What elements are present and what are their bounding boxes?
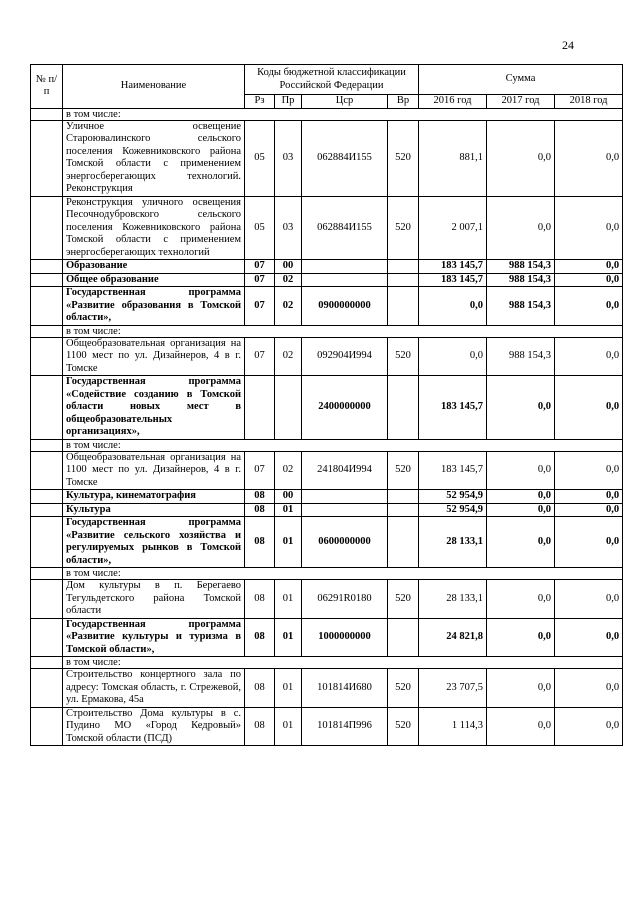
cell-name: Общеобразовательная организация на 1100 мест по ул. Дизайнеров, 4 в г. Томске bbox=[63, 337, 245, 376]
cell-2016: 52 954,9 bbox=[419, 503, 487, 517]
header-2017: 2017 год bbox=[487, 95, 555, 109]
cell-2018: 0,0 bbox=[555, 120, 623, 196]
cell-2017: 988 154,3 bbox=[487, 337, 555, 376]
cell-pr: 00 bbox=[275, 490, 302, 504]
cell-rz: 08 bbox=[245, 707, 275, 746]
cell-rz: 08 bbox=[245, 517, 275, 568]
cell-rz: 08 bbox=[245, 580, 275, 619]
cell-csr: 0900000000 bbox=[302, 287, 388, 326]
cell-2016: 28 133,1 bbox=[419, 580, 487, 619]
cell-name: Государственная программа «Развитие сельского хозяйства и регулируемых рынков в Томской области», bbox=[63, 517, 245, 568]
cell-name: Образование bbox=[63, 260, 245, 274]
table-row bbox=[31, 439, 623, 451]
cell-2017: 0,0 bbox=[487, 618, 555, 657]
cell-num bbox=[31, 580, 63, 619]
cell-subheading: в том числе: bbox=[63, 325, 623, 337]
cell-csr: 062884И155 bbox=[302, 120, 388, 196]
cell-rz: 07 bbox=[245, 337, 275, 376]
cell-num bbox=[31, 657, 63, 669]
header-2018: 2018 год bbox=[555, 95, 623, 109]
cell-2017: 0,0 bbox=[487, 669, 555, 708]
cell-csr: 092904И994 bbox=[302, 337, 388, 376]
cell-rz: 08 bbox=[245, 618, 275, 657]
cell-rz: 08 bbox=[245, 490, 275, 504]
cell-name: Уличное освещение Староювалинского сельского поселения Кожевниковского района Томской области с применением энергосберегающих технологий. Реконструкция bbox=[63, 120, 245, 196]
cell-2018: 0,0 bbox=[555, 451, 623, 490]
cell-2016: 2 007,1 bbox=[419, 196, 487, 260]
table-row bbox=[31, 287, 623, 326]
cell-rz: 07 bbox=[245, 287, 275, 326]
cell-num bbox=[31, 337, 63, 376]
cell-2017: 0,0 bbox=[487, 196, 555, 260]
cell-subheading: в том числе: bbox=[63, 568, 623, 580]
cell-num bbox=[31, 669, 63, 708]
cell-csr: 06291R0180 bbox=[302, 580, 388, 619]
cell-name: Государственная программа «Развитие образования в Томской области», bbox=[63, 287, 245, 326]
cell-name: Строительство концертного зала по адресу: Томская область, г. Стрежевой, ул. Ермакова, 45а bbox=[63, 669, 245, 708]
cell-csr: 241804И994 bbox=[302, 451, 388, 490]
cell-rz: 07 bbox=[245, 451, 275, 490]
table-row bbox=[31, 580, 623, 619]
cell-rz: 07 bbox=[245, 260, 275, 274]
cell-vr bbox=[388, 618, 419, 657]
cell-2018: 0,0 bbox=[555, 376, 623, 440]
cell-csr bbox=[302, 273, 388, 287]
cell-vr bbox=[388, 273, 419, 287]
table-row bbox=[31, 108, 623, 120]
cell-2017: 988 154,3 bbox=[487, 273, 555, 287]
cell-2016: 183 145,7 bbox=[419, 273, 487, 287]
cell-pr: 01 bbox=[275, 618, 302, 657]
cell-name: Общее образование bbox=[63, 273, 245, 287]
cell-2018: 0,0 bbox=[555, 196, 623, 260]
cell-2017: 0,0 bbox=[487, 580, 555, 619]
cell-vr bbox=[388, 517, 419, 568]
cell-pr: 01 bbox=[275, 707, 302, 746]
cell-pr: 02 bbox=[275, 287, 302, 326]
header-codes-group: Коды бюджетной классификации Российской Федерации bbox=[245, 65, 419, 95]
cell-2016: 881,1 bbox=[419, 120, 487, 196]
header-2016: 2016 год bbox=[419, 95, 487, 109]
cell-name: Общеобразовательная организация на 1100 мест по ул. Дизайнеров, 4 в г. Томске bbox=[63, 451, 245, 490]
cell-2017: 0,0 bbox=[487, 490, 555, 504]
page-number: 24 bbox=[562, 38, 574, 52]
cell-pr: 02 bbox=[275, 451, 302, 490]
table-row bbox=[31, 273, 623, 287]
table-row bbox=[31, 325, 623, 337]
cell-2016: 28 133,1 bbox=[419, 517, 487, 568]
cell-num bbox=[31, 503, 63, 517]
cell-num bbox=[31, 490, 63, 504]
cell-num bbox=[31, 451, 63, 490]
cell-num bbox=[31, 517, 63, 568]
cell-2017: 0,0 bbox=[487, 120, 555, 196]
cell-csr: 1000000000 bbox=[302, 618, 388, 657]
cell-2018: 0,0 bbox=[555, 503, 623, 517]
cell-2016: 183 145,7 bbox=[419, 376, 487, 440]
cell-num bbox=[31, 325, 63, 337]
cell-2016: 1 114,3 bbox=[419, 707, 487, 746]
header-pr: Пр bbox=[275, 95, 302, 109]
table-row bbox=[31, 451, 623, 490]
cell-2016: 23 707,5 bbox=[419, 669, 487, 708]
cell-vr bbox=[388, 260, 419, 274]
cell-num bbox=[31, 618, 63, 657]
cell-2017: 988 154,3 bbox=[487, 287, 555, 326]
cell-vr: 520 bbox=[388, 337, 419, 376]
table-row bbox=[31, 669, 623, 708]
cell-pr: 02 bbox=[275, 273, 302, 287]
cell-pr: 03 bbox=[275, 196, 302, 260]
header-sum-group: Сумма bbox=[419, 65, 623, 95]
cell-2017: 0,0 bbox=[487, 376, 555, 440]
cell-2017: 0,0 bbox=[487, 707, 555, 746]
cell-csr bbox=[302, 260, 388, 274]
cell-num bbox=[31, 108, 63, 120]
cell-name: Дом культуры в п. Берегаево Тегульдетского района Томской области bbox=[63, 580, 245, 619]
cell-csr: 101814П996 bbox=[302, 707, 388, 746]
cell-num bbox=[31, 287, 63, 326]
cell-2018: 0,0 bbox=[555, 273, 623, 287]
cell-pr bbox=[275, 376, 302, 440]
cell-2018: 0,0 bbox=[555, 707, 623, 746]
cell-2018: 0,0 bbox=[555, 260, 623, 274]
header-csr: Цср bbox=[302, 95, 388, 109]
cell-num bbox=[31, 273, 63, 287]
header-rz: Рз bbox=[245, 95, 275, 109]
cell-2016: 183 145,7 bbox=[419, 451, 487, 490]
cell-rz: 08 bbox=[245, 669, 275, 708]
header-num: № п/п bbox=[31, 65, 63, 109]
table-row bbox=[31, 657, 623, 669]
table-row bbox=[31, 517, 623, 568]
cell-rz: 05 bbox=[245, 196, 275, 260]
cell-2017: 0,0 bbox=[487, 451, 555, 490]
cell-name: Государственная программа «Развитие культуры и туризма в Томской области», bbox=[63, 618, 245, 657]
cell-pr: 01 bbox=[275, 580, 302, 619]
cell-2018: 0,0 bbox=[555, 618, 623, 657]
cell-subheading: в том числе: bbox=[63, 657, 623, 669]
cell-subheading: в том числе: bbox=[63, 108, 623, 120]
cell-csr bbox=[302, 503, 388, 517]
cell-vr bbox=[388, 287, 419, 326]
cell-num bbox=[31, 196, 63, 260]
table-row bbox=[31, 568, 623, 580]
cell-pr: 01 bbox=[275, 517, 302, 568]
cell-pr: 03 bbox=[275, 120, 302, 196]
cell-vr: 520 bbox=[388, 196, 419, 260]
cell-2018: 0,0 bbox=[555, 580, 623, 619]
cell-num bbox=[31, 707, 63, 746]
cell-name: Культура, кинематография bbox=[63, 490, 245, 504]
cell-2016: 0,0 bbox=[419, 287, 487, 326]
table-row bbox=[31, 196, 623, 260]
header-vr: Вр bbox=[388, 95, 419, 109]
table-row bbox=[31, 618, 623, 657]
cell-num bbox=[31, 120, 63, 196]
cell-vr bbox=[388, 490, 419, 504]
cell-2018: 0,0 bbox=[555, 517, 623, 568]
cell-2016: 24 821,8 bbox=[419, 618, 487, 657]
table-row bbox=[31, 260, 623, 274]
cell-rz: 05 bbox=[245, 120, 275, 196]
cell-csr: 0600000000 bbox=[302, 517, 388, 568]
cell-2017: 988 154,3 bbox=[487, 260, 555, 274]
budget-table bbox=[30, 64, 623, 746]
cell-csr: 2400000000 bbox=[302, 376, 388, 440]
cell-name: Строительство Дома культуры в с. Пудино МО «Город Кедровый» Томской области (ПСД) bbox=[63, 707, 245, 746]
cell-2016: 183 145,7 bbox=[419, 260, 487, 274]
cell-vr bbox=[388, 376, 419, 440]
cell-2018: 0,0 bbox=[555, 337, 623, 376]
cell-2018: 0,0 bbox=[555, 287, 623, 326]
cell-rz: 07 bbox=[245, 273, 275, 287]
cell-csr: 062884И155 bbox=[302, 196, 388, 260]
table-row bbox=[31, 490, 623, 504]
cell-num bbox=[31, 376, 63, 440]
cell-vr: 520 bbox=[388, 669, 419, 708]
cell-subheading: в том числе: bbox=[63, 439, 623, 451]
cell-pr: 01 bbox=[275, 503, 302, 517]
cell-pr: 01 bbox=[275, 669, 302, 708]
cell-vr: 520 bbox=[388, 707, 419, 746]
cell-2017: 0,0 bbox=[487, 517, 555, 568]
cell-rz bbox=[245, 376, 275, 440]
cell-name: Культура bbox=[63, 503, 245, 517]
cell-vr bbox=[388, 503, 419, 517]
cell-num bbox=[31, 260, 63, 274]
cell-name: Реконструкция уличного освещения Песочнодубровского сельского поселения Кожевниковского района Томской области с применением энергосберегающих технологий bbox=[63, 196, 245, 260]
table-row bbox=[31, 376, 623, 440]
table-body bbox=[31, 108, 623, 746]
cell-csr bbox=[302, 490, 388, 504]
cell-vr: 520 bbox=[388, 451, 419, 490]
header-name: Наименование bbox=[63, 65, 245, 109]
cell-num bbox=[31, 568, 63, 580]
cell-rz: 08 bbox=[245, 503, 275, 517]
table-row bbox=[31, 503, 623, 517]
cell-csr: 101814И680 bbox=[302, 669, 388, 708]
cell-2017: 0,0 bbox=[487, 503, 555, 517]
cell-name: Государственная программа «Содействие созданию в Томской области новых мест в общеобразовательных организациях», bbox=[63, 376, 245, 440]
cell-2018: 0,0 bbox=[555, 490, 623, 504]
cell-vr: 520 bbox=[388, 580, 419, 619]
cell-pr: 02 bbox=[275, 337, 302, 376]
cell-pr: 00 bbox=[275, 260, 302, 274]
table-row bbox=[31, 707, 623, 746]
cell-2016: 0,0 bbox=[419, 337, 487, 376]
cell-num bbox=[31, 439, 63, 451]
cell-2016: 52 954,9 bbox=[419, 490, 487, 504]
table-row bbox=[31, 337, 623, 376]
table-row bbox=[31, 120, 623, 196]
cell-2018: 0,0 bbox=[555, 669, 623, 708]
cell-vr: 520 bbox=[388, 120, 419, 196]
